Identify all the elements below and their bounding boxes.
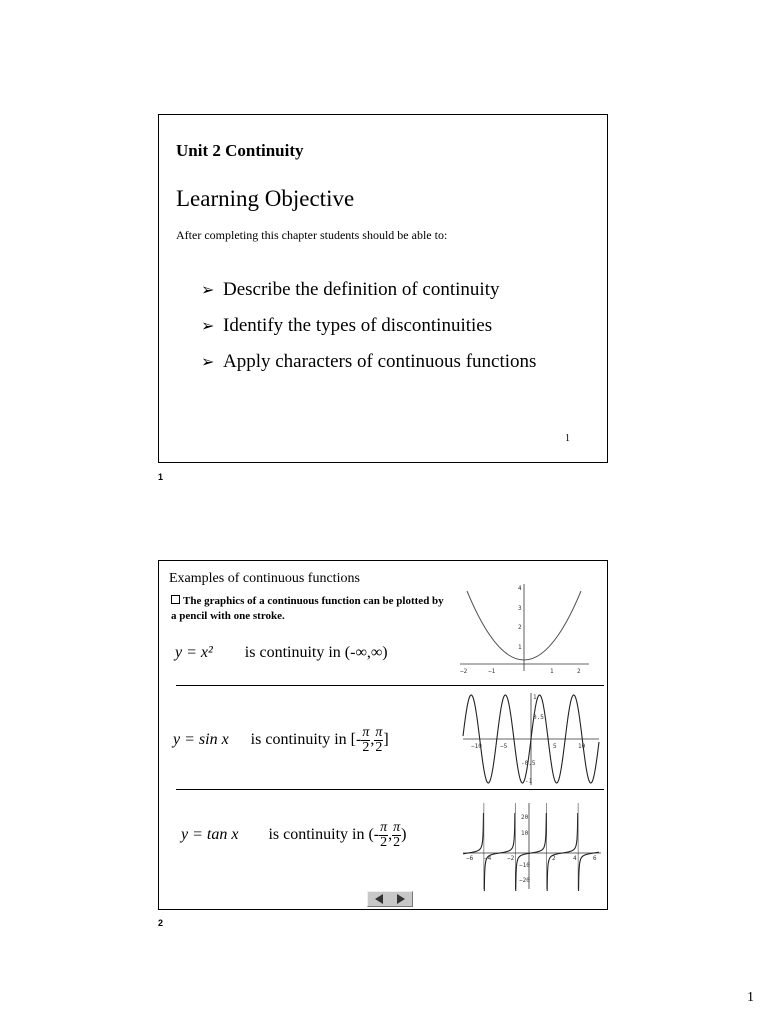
objective-list <box>201 276 536 384</box>
next-arrow-icon[interactable] <box>397 894 405 904</box>
equation-rhs-suffix: ] <box>383 731 389 749</box>
tick-label: 10 <box>578 743 586 750</box>
slide-number: 1 <box>565 433 570 444</box>
equation-rhs-prefix: is continuity in [- <box>250 731 362 749</box>
tick-label: −5 <box>500 743 508 750</box>
tick-label: 10 <box>521 830 529 837</box>
tick-label: −2 <box>507 855 515 862</box>
page-number: 1 <box>747 990 754 1005</box>
tick-label: 1 <box>518 644 522 651</box>
slide-navigation <box>367 891 413 907</box>
tick-label: 20 <box>521 814 529 821</box>
tick-label: 3 <box>518 605 522 612</box>
fraction-denominator: 2 <box>380 835 388 850</box>
objective-text: Describe the definition of continuity <box>223 279 500 300</box>
slide-label: 1 <box>158 472 164 482</box>
fraction-numerator: π <box>393 820 401 835</box>
objective-item <box>201 312 536 348</box>
slide-label: 2 <box>158 918 164 928</box>
equation-rhs-suffix: ) <box>401 826 407 844</box>
objective-text: Identify the types of discontinuities <box>223 315 493 336</box>
equation-row-2: y = sin x is continuity in [- $\frac{\pi}{2}$ , $\frac{\pi}{2}$ ] <box>173 725 389 755</box>
fraction-numerator: π <box>375 725 383 740</box>
fraction <box>379 821 388 850</box>
objective-heading: Learning Objective <box>176 186 355 211</box>
unit-title: Unit 2 Continuity <box>176 141 304 160</box>
sine-graph <box>461 691 601 787</box>
tick-label: -1 <box>525 778 533 785</box>
tick-label: 0.5 <box>533 714 544 721</box>
equation-lhs: y = tan x <box>181 826 239 844</box>
fraction <box>361 726 370 755</box>
tick-label: -0.5 <box>521 760 536 767</box>
arrow-bullet-icon: ➢ <box>201 280 215 299</box>
tick-label: 5 <box>553 743 557 750</box>
row-divider <box>176 685 604 686</box>
tangent-graph <box>461 801 603 891</box>
row-divider <box>176 789 604 790</box>
tick-label: −1 <box>488 668 496 675</box>
tick-label: 2 <box>518 624 522 631</box>
tick-label: −4 <box>484 855 492 862</box>
tick-label: 4 <box>573 855 577 862</box>
fraction-denominator: 2 <box>362 740 370 755</box>
fraction-numerator: π <box>362 725 370 740</box>
tick-label: 1 <box>550 668 554 675</box>
tick-label: 2 <box>552 855 556 862</box>
tick-label: −20 <box>519 877 530 884</box>
objective-text: Apply characters of continuous functions <box>223 351 537 372</box>
tangent-branch <box>484 813 515 891</box>
parabola-graph <box>457 581 592 681</box>
equation-rhs-prefix: is continuity in (- <box>268 826 380 844</box>
tick-label: −2 <box>460 668 468 675</box>
objective-intro: After completing this chapter students should be able to: <box>176 228 448 242</box>
equation-row-1 <box>175 644 388 662</box>
equation-rhs: is continuity in (-∞,∞) <box>244 644 388 661</box>
tick-label: −10 <box>519 862 530 869</box>
equation-lhs: y = x² <box>175 644 213 661</box>
equation-row-3: y = tan x is continuity in (- $\frac{\pi}{2}$ , $\frac{\pi}{2}$ ) <box>181 820 407 850</box>
tick-label: 2 <box>577 668 581 675</box>
tick-label: 4 <box>518 585 522 592</box>
fraction <box>374 726 383 755</box>
slide-title: Examples of continuous functions <box>169 571 360 586</box>
arrow-bullet-icon: ➢ <box>201 316 215 335</box>
tangent-branch <box>547 813 578 891</box>
arrow-bullet-icon: ➢ <box>201 352 215 371</box>
tick-label: −10 <box>471 743 482 750</box>
objective-item <box>201 348 536 384</box>
note-text: The graphics of a continuous function can be plotted by a pencil with one stroke. <box>171 595 444 622</box>
equation-lhs: y = sin x <box>173 731 229 749</box>
slide-learning-objective <box>158 114 608 463</box>
slide-continuous-examples <box>158 560 608 910</box>
tangent-branch <box>463 813 483 854</box>
objective-item <box>201 276 536 312</box>
previous-arrow-icon[interactable] <box>375 894 383 904</box>
tick-label: −6 <box>466 855 474 862</box>
fraction-denominator: 2 <box>375 740 383 755</box>
tick-label: 6 <box>593 855 597 862</box>
checkbox-bullet-icon <box>171 595 180 604</box>
fraction-denominator: 2 <box>393 835 401 850</box>
fraction-numerator: π <box>380 820 388 835</box>
tick-label: 1 <box>533 694 537 701</box>
fraction <box>392 821 401 850</box>
slide-note <box>171 594 451 624</box>
